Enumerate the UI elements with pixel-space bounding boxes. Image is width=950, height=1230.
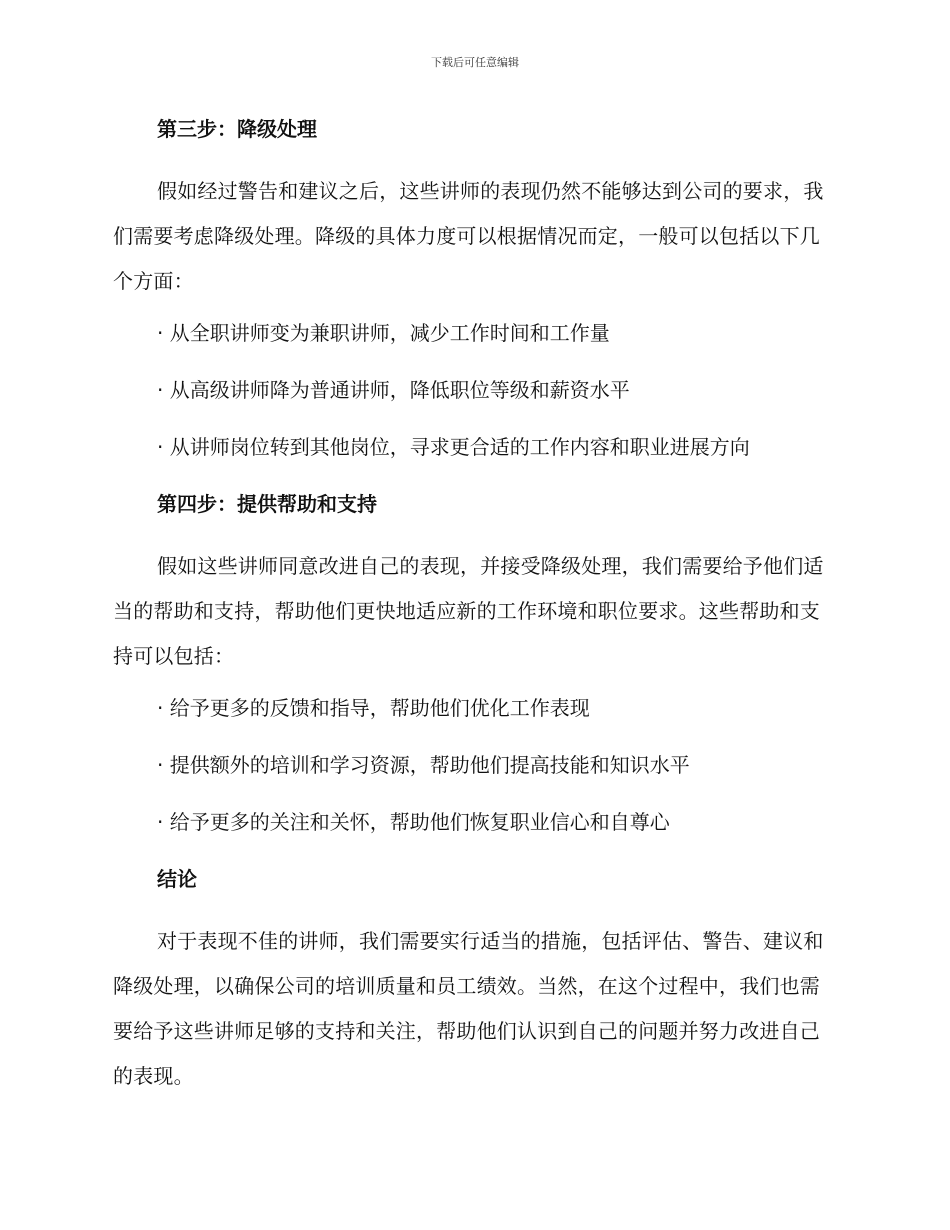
section-heading-step-four: 第四步：提供帮助和支持: [157, 492, 377, 516]
document-body: [113, 112, 835, 1111]
bullet-item: · 从高级讲师降为普通讲师，降低职位等级和薪资水平: [157, 378, 630, 402]
bullet-item: · 给予更多的关注和关怀，帮助他们恢复职业信心和自尊心: [157, 810, 670, 834]
section-paragraph-step-four: 假如这些讲师同意改进自己的表现，并接受降级处理，我们需要给予他们适当的帮助和支持，帮助他们更快地适应新的工作环境和职位要求。这些帮助和支持可以包括：: [113, 554, 824, 668]
section-heading-conclusion: 结论: [157, 867, 197, 891]
section-paragraph-conclusion: 对于表现不佳的讲师，我们需要实行适当的措施，包括评估、警告、建议和降级处理，以确保公司的培训质量和员工绩效。当然，在这个过程中，我们也需要给予这些讲师足够的支持和关注，帮助他们认识到自己的问题并努力改进自己的表现。: [113, 929, 824, 1088]
bullet-item: · 从讲师岗位转到其他岗位，寻求更合适的工作内容和职业进展方向: [157, 435, 750, 459]
section-heading-step-three: 第三步：降级处理: [157, 117, 317, 141]
bullet-item: · 从全职讲师变为兼职讲师，减少工作时间和工作量: [157, 321, 610, 345]
page-header: 下载后可任意编辑: [431, 56, 519, 69]
bullet-item: · 提供额外的培训和学习资源，帮助他们提高技能和知识水平: [157, 753, 690, 777]
bullet-item: · 给予更多的反馈和指导，帮助他们优化工作表现: [157, 696, 590, 720]
section-paragraph-step-three: 假如经过警告和建议之后，这些讲师的表现仍然不能够达到公司的要求，我们需要考虑降级处理。降级的具体力度可以根据情况而定，一般可以包括以下几个方面：: [113, 179, 824, 293]
